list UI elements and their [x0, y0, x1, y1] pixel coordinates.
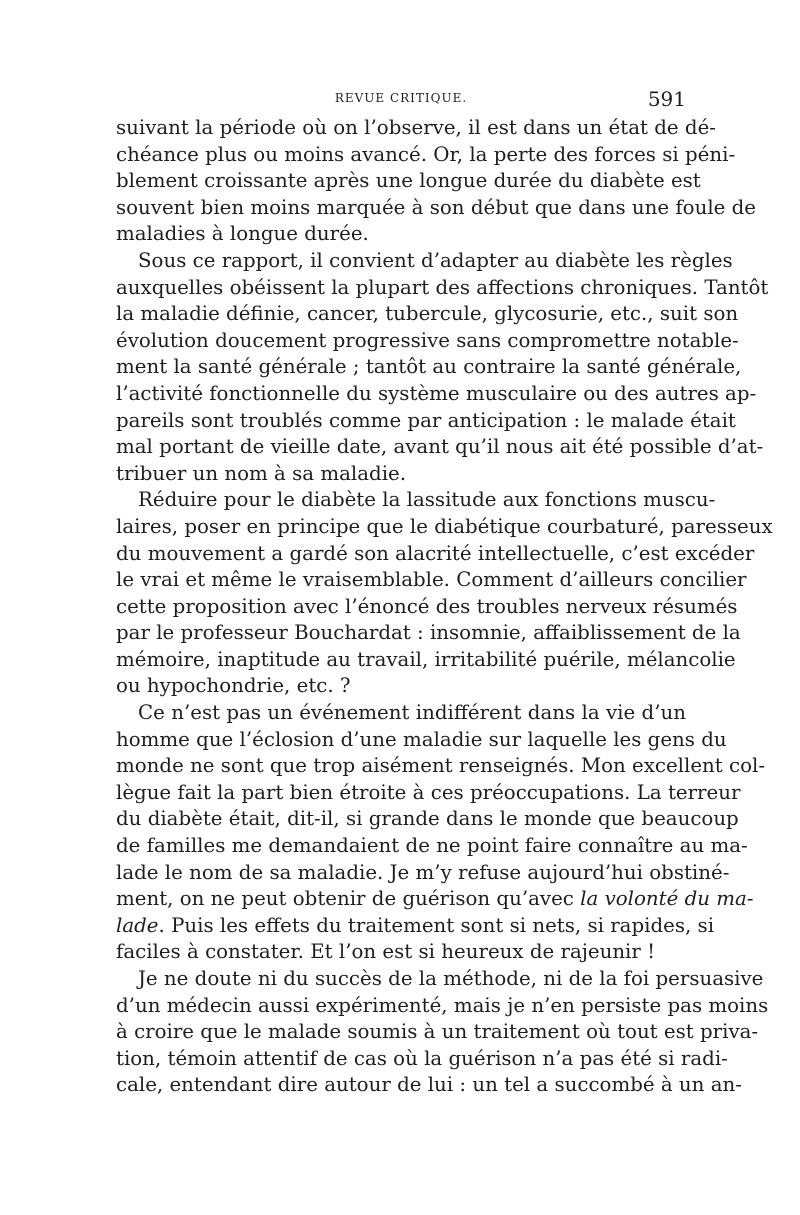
- text-line: lade le nom de sa maladie. Je m’y refuse aujourd’hui obstiné-: [116, 860, 730, 884]
- text-line: homme que l’éclosion d’une maladie sur laquelle les gens du: [116, 727, 727, 751]
- text-line: monde ne sont que trop aisément renseignés. Mon excellent col-: [116, 754, 766, 778]
- text-line: souvent bien moins marquée à son début que dans une foule de: [116, 195, 757, 219]
- text-line: ment la santé générale ; tantôt au contraire la santé générale,: [116, 355, 742, 379]
- italic-phrase: la volonté du ma-: [580, 887, 754, 911]
- text-line: pareils sont troublés comme par anticipation : le malade était: [116, 408, 736, 432]
- body-text: [116, 115, 773, 1099]
- text-line: chéance plus ou moins avancé. Or, la perte des forces si péni-: [116, 142, 736, 166]
- text-line: d’un médecin aussi expérimenté, mais je n’en persiste pas moins: [116, 993, 769, 1017]
- text-line: l’activité fonctionnelle du système musculaire ou des autres ap-: [116, 381, 757, 405]
- text-line: blement croissante après une longue durée du diabète est: [116, 169, 701, 193]
- italic-phrase: lade: [116, 913, 159, 937]
- text-line: tion, témoin attentif de cas où la guérison n’a pas été si radi-: [116, 1046, 728, 1070]
- running-header: [116, 85, 686, 115]
- running-title: REVUE CRITIQUE.: [334, 91, 468, 105]
- text-line: lègue fait la part bien étroite à ces préoccupations. La terreur: [116, 780, 741, 804]
- text-line: [116, 913, 715, 940]
- paragraph-1: [116, 115, 757, 248]
- text-line: faciles à constater. Et l’on est si heureux de rajeunir !: [116, 940, 656, 964]
- text-line: mémoire, inaptitude au travail, irritabilité puérile, mélancolie: [116, 647, 736, 671]
- paragraph-5: [116, 966, 769, 1099]
- text-line: auxquelles obéissent la plupart des affections chroniques. Tantôt: [116, 275, 769, 299]
- paragraph-4: [116, 700, 766, 966]
- text-line: évolution doucement progressive sans compromettre notable-: [116, 328, 739, 352]
- text-line: mal portant de vieille date, avant qu’il nous ait été possible d’at-: [116, 435, 764, 459]
- text-line: cale, entendant dire autour de lui : un tel a succombé à un an-: [116, 1073, 742, 1097]
- text-line: Sous ce rapport, il convient d’adapter au diabète les règles: [138, 248, 733, 272]
- text-line: suivant la période où on l’observe, il est dans un état de dé-: [116, 116, 716, 139]
- text-line: du mouvement a gardé son alacrité intellectuelle, c’est excéder: [116, 541, 755, 565]
- text-run: . Puis les effets du traitement sont si nets, si rapides, si: [158, 913, 715, 937]
- page-number: 591: [647, 87, 686, 111]
- text-line: du diabète était, dit-il, si grande dans le monde que beaucoup: [116, 807, 739, 831]
- text-line: [116, 886, 754, 913]
- text-line: à croire que le malade soumis à un traitement où tout est priva-: [116, 1020, 759, 1044]
- text-line: Ce n’est pas un événement indifférent dans la vie d’un: [138, 701, 686, 725]
- text-line: par le professeur Bouchardat : insomnie, affaiblissement de la: [116, 621, 741, 645]
- text-line: Réduire pour le diabète la lassitude aux fonctions muscu-: [138, 488, 716, 512]
- paragraph-2: [116, 248, 769, 487]
- text-run: ment, on ne peut obtenir de guérison qu’avec: [116, 887, 581, 911]
- book-page: [116, 85, 773, 1099]
- text-line: le vrai et même le vraisemblable. Comment d’ailleurs concilier: [116, 568, 747, 592]
- text-line: ou hypochondrie, etc. ?: [116, 674, 351, 698]
- text-line: tribuer un nom à sa maladie.: [116, 461, 407, 485]
- text-line: Je ne doute ni du succès de la méthode, ni de la foi persuasive: [138, 967, 764, 990]
- text-line: la maladie définie, cancer, tubercule, glycosurie, etc., suit son: [116, 302, 739, 326]
- paragraph-3: [116, 487, 773, 700]
- text-line: laires, poser en principe que le diabétique courbaturé, paresseux: [116, 514, 773, 538]
- text-line: maladies à longue durée.: [116, 222, 369, 246]
- text-line: cette proposition avec l’énoncé des troubles nerveux résumés: [116, 594, 738, 618]
- text-line: de familles me demandaient de ne point faire connaître au ma-: [116, 834, 748, 858]
